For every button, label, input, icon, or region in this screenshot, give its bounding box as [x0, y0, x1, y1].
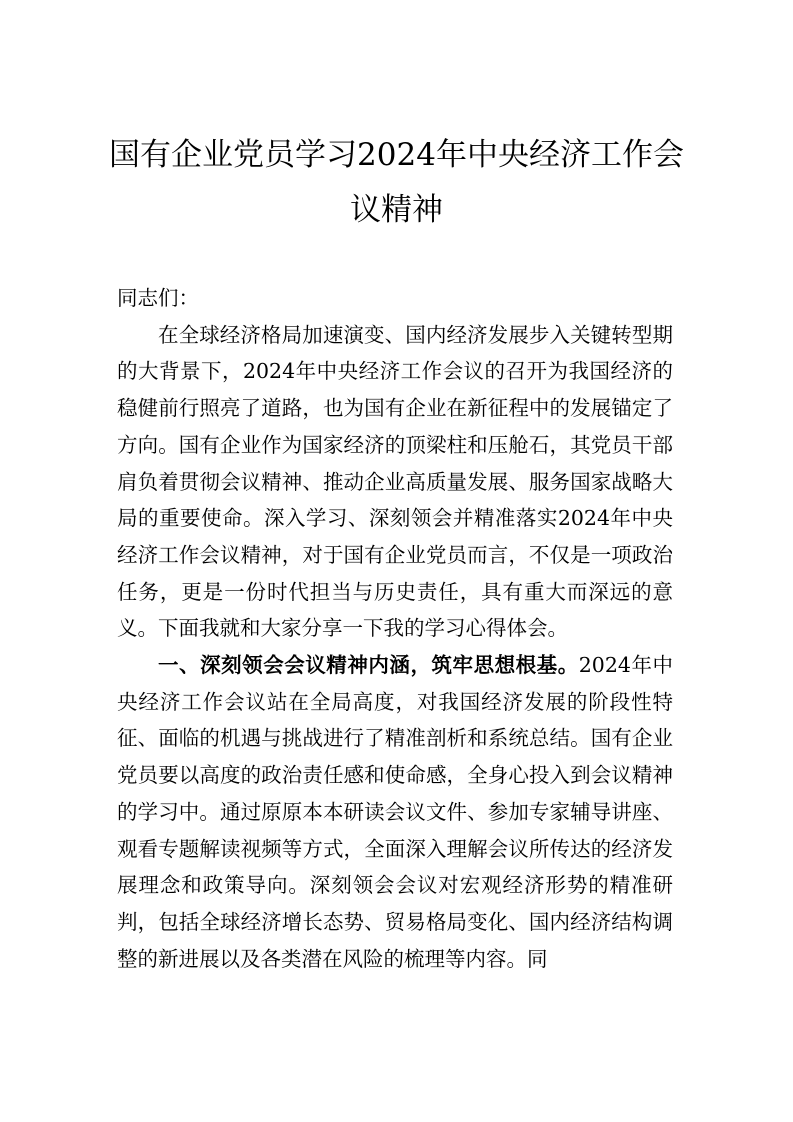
section-1-heading: 一、深刻领会会议精神内涵，筑牢思想根基。 — [158, 653, 579, 678]
paragraph-intro: 在全球经济格局加速演变、国内经济发展步入关键转型期的大背景下，2024年中央经济工作会议的召开为我国经济的稳健前行照亮了道路，也为国有企业在新征程中的发展锚定了方向。国有企业作为国家经济的顶梁柱和压舱石，其党员干部肩负着贯彻会议精神、推动企业高质量发展、服务国家战略大局的重要使命。深入学习、深刻领会并精准落实2024年中央经济工作会议精神，对于国有企业党员而言，不仅是一项政治任务，更是一份时代担当与历史责任，具有重大而深远的意义。下面我就和大家分享一下我的学习心得体会。 — [117, 322, 673, 641]
document-title: 国有企业党员学习2024年中央经济工作会议精神 — [109, 137, 684, 228]
section-1-text: 2024年中央经济工作会议站在全局高度，对我国经济发展的阶段性特征、面临的机遇与挑战进行了精准剖析和系统总结。国有企业党员要以高度的政治责任感和使命感，全身心投入到会议精神的学习中。通过原原本本研读会议文件、参加专家辅导讲座、观看专题解读视频等方式，全面深入理解会议所传达的经济发展理念和政策导向。深刻领会会议对宏观经济形势的精准研判，包括全球经济增长态势、贸易格局变化、国内经济结构调整的新进展以及各类潜在风险的梳理等内容。同 — [117, 653, 674, 971]
paragraph-section-1 — [117, 647, 673, 977]
document-body — [117, 280, 673, 977]
salutation: 同志们： — [117, 286, 199, 310]
